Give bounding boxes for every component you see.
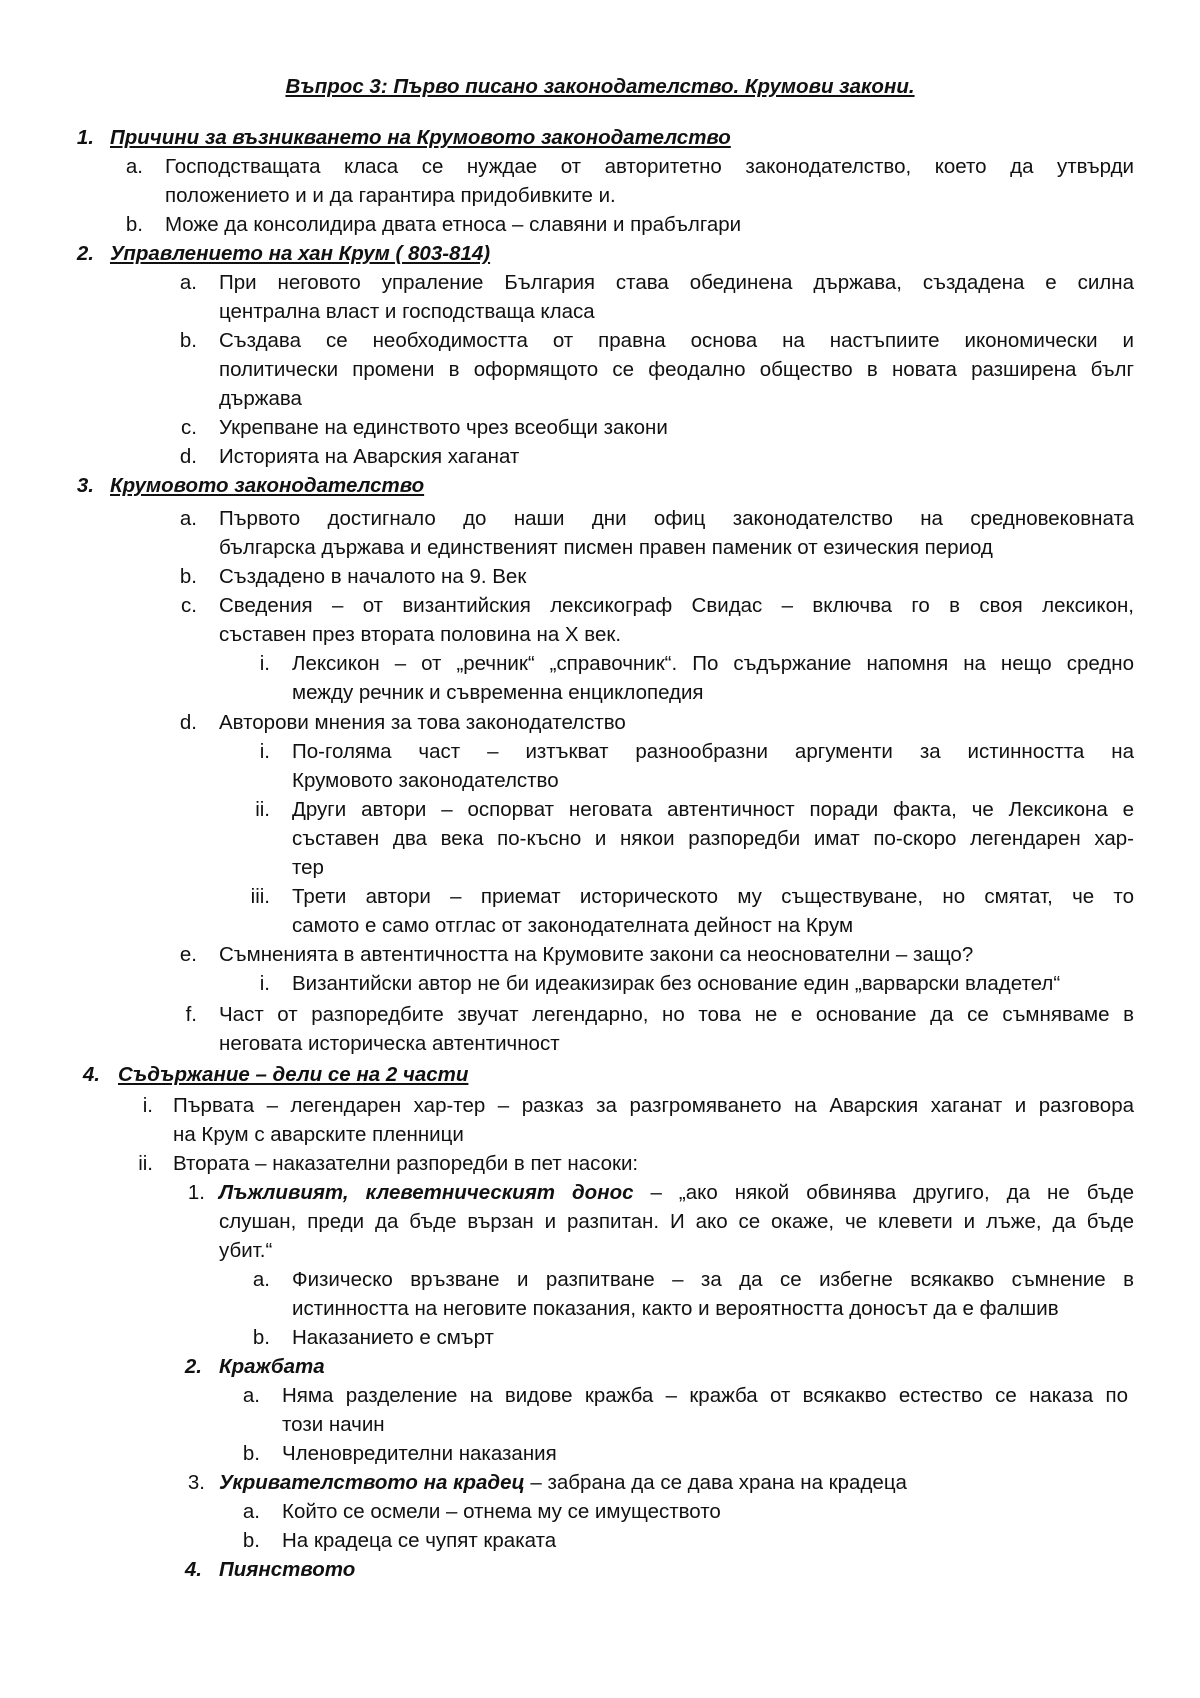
list-item-text: неговата историческа автентичност [219, 1032, 560, 1055]
list-marker: 2. [184, 1355, 202, 1378]
list-marker: a. [179, 507, 197, 530]
list-item-text: Първата – легендарен хар-тер – разказ за разгромяването на Аварския хаганат и разговора [173, 1094, 1134, 1117]
section-heading: Управлението на хан Крум ( 803-814) [110, 242, 491, 265]
list-marker: b. [179, 565, 197, 588]
list-item-text: Сведения – от византийския лексикограф Свидас – включва го в своя лексикон, [219, 594, 1134, 617]
list-item-text: При неговото упраление България става обединена държава, създадена е силна [219, 271, 1134, 294]
list-item-text: истинността на неговите показания, както и вероятността доносът да е фалшив [292, 1297, 1059, 1320]
list-marker: a. [242, 1384, 260, 1407]
list-marker: i. [259, 652, 270, 675]
section-heading: Причини за възникването на Крумовото законодателство [110, 126, 731, 149]
list-item-text: Византийски автор не би идеакизирак без основание един „варварски владетел“ [292, 972, 1061, 995]
list-item-text: съставен два века по-късно и някои разпоредби имат по-скоро легендарен хар- [292, 827, 1134, 850]
list-marker: 1. [76, 126, 94, 149]
emphasis-text: Пиянството [219, 1558, 356, 1581]
list-item-text: Създава се необходимостта от правна основа на настъпиите икономически и [219, 329, 1134, 352]
list-marker: i. [259, 972, 270, 995]
list-marker: i. [142, 1094, 153, 1117]
list-item-text: Който се осмели – отнема му се имуществото [282, 1500, 721, 1523]
list-item-text: Лексикон – от „речник“ „справочник“. По съдържание напомня на нещо средно [292, 652, 1134, 675]
list-item-text: Авторови мнения за това законодателство [219, 711, 626, 734]
section-heading: Съдържание – дели се на 2 части [118, 1063, 469, 1086]
list-marker: d. [179, 445, 197, 468]
list-item-text: между речник и съвременна енциклопедия [292, 681, 704, 704]
list-marker: 1. [187, 1181, 205, 1204]
list-item-text: този начин [282, 1413, 385, 1436]
emphasis-text: Укривателството на крадец [219, 1471, 525, 1494]
list-marker: ii. [255, 798, 270, 821]
list-item-text: Историята на Аварския хаганат [219, 445, 520, 468]
list-item-text: централна власт и господстваща класа [219, 300, 595, 323]
list-marker: a. [179, 271, 197, 294]
list-item-text: Укрепване на единството чрез всеобщи закони [219, 416, 668, 439]
list-marker: a. [242, 1500, 260, 1523]
list-marker: b. [242, 1529, 260, 1552]
list-marker: b. [179, 329, 197, 352]
emphasis-text: Кражбата [219, 1355, 325, 1378]
list-item-text: Трети автори – приемат историческото му съществуване, но смятат, че то [292, 885, 1134, 908]
list-item-text: Съмненията в автентичността на Крумовите закони са неоснователни – защо? [219, 943, 974, 966]
list-marker: a. [125, 155, 143, 178]
list-marker: b. [125, 213, 143, 236]
list-item-text-rest: – „ако някой обвинява другиго, да не бъде [633, 1181, 1134, 1204]
list-marker: c. [181, 416, 197, 439]
list-item-text: Други автори – оспорват неговата автентичност поради факта, че Лексикона е [292, 798, 1134, 821]
list-item-text: Част от разпоредбите звучат легендарно, но това не е основание да се съмняваме в [219, 1003, 1134, 1026]
list-item-text: Може да консолидира двата етноса – славяни и прабългари [165, 213, 742, 236]
list-marker: b. [242, 1442, 260, 1465]
list-item-text [219, 1468, 907, 1497]
list-item-text: съставен през втората половина на X век. [219, 623, 622, 646]
list-marker: c. [181, 594, 197, 617]
list-item-text: По-голяма част – изтъкват разнообразни аргументи за истинността на [292, 740, 1134, 763]
list-item-text: Членовредителни наказания [282, 1442, 557, 1465]
list-item-text: Създадено в началото на 9. Век [219, 565, 527, 588]
list-item-text: Наказанието е смърт [292, 1326, 494, 1349]
list-item-text: тер [292, 856, 324, 879]
list-marker: 2. [76, 242, 94, 265]
list-marker: 3. [187, 1471, 205, 1494]
list-marker: e. [179, 943, 197, 966]
list-item-text: политически промени в оформящото се феодално общество в новата разширена бълг [219, 358, 1134, 381]
list-marker: d. [179, 711, 197, 734]
list-item-text-rest: – забрана да се дава храна на крадеца [524, 1471, 907, 1494]
list-item-text: Физическо връзване и разпитване – за да се избегне всякакво съмнение в [292, 1268, 1134, 1291]
list-item-text [219, 1178, 1134, 1207]
document-title: Въпрос 3: Първо писано законодателство. Крумови закони. [285, 75, 915, 98]
list-item-text: Втората – наказателни разпоредби в пет насоки: [173, 1152, 639, 1175]
emphasis-text: Лъжливият, клеветническият донос [219, 1181, 634, 1204]
list-item-text: слушан, преди да бъде вързан и разпитан. И ако се окаже, че клевети и лъже, да бъде [219, 1210, 1134, 1233]
list-item-text: българска държава и единственият писмен правен паменик от езическия период [219, 536, 993, 559]
list-marker: i. [259, 740, 270, 763]
list-marker: 4. [184, 1558, 202, 1581]
list-item-text: убит.“ [219, 1239, 273, 1262]
list-item-text: положението и и да гарантира придобивките и. [165, 184, 616, 207]
list-marker: 3. [76, 474, 94, 497]
list-item-text: Няма разделение на видове кражба – кражба от всякакво естество се наказа по [282, 1384, 1128, 1407]
list-item-text: на Крум с аварските пленници [173, 1123, 464, 1146]
list-marker: iii. [250, 885, 270, 908]
list-item-text: Крумовото законодателство [292, 769, 559, 792]
list-item-text: На крадеца се чупят краката [282, 1529, 557, 1552]
list-item-text: Господстващата класа се нуждае от авторитетно законодателство, което да утвърди [165, 155, 1134, 178]
list-marker: 4. [82, 1063, 100, 1086]
list-item-text: Първото достигнало до наши дни офиц законодателство на средновековната [219, 507, 1134, 530]
list-marker: a. [252, 1268, 270, 1291]
list-marker: f. [185, 1003, 197, 1026]
list-marker: ii. [138, 1152, 153, 1175]
list-item-text: държава [219, 387, 302, 410]
section-heading: Крумовото законодателство [110, 474, 425, 497]
list-marker: b. [252, 1326, 270, 1349]
list-item-text: самото е само отглас от законодателната дейност на Крум [292, 914, 854, 937]
